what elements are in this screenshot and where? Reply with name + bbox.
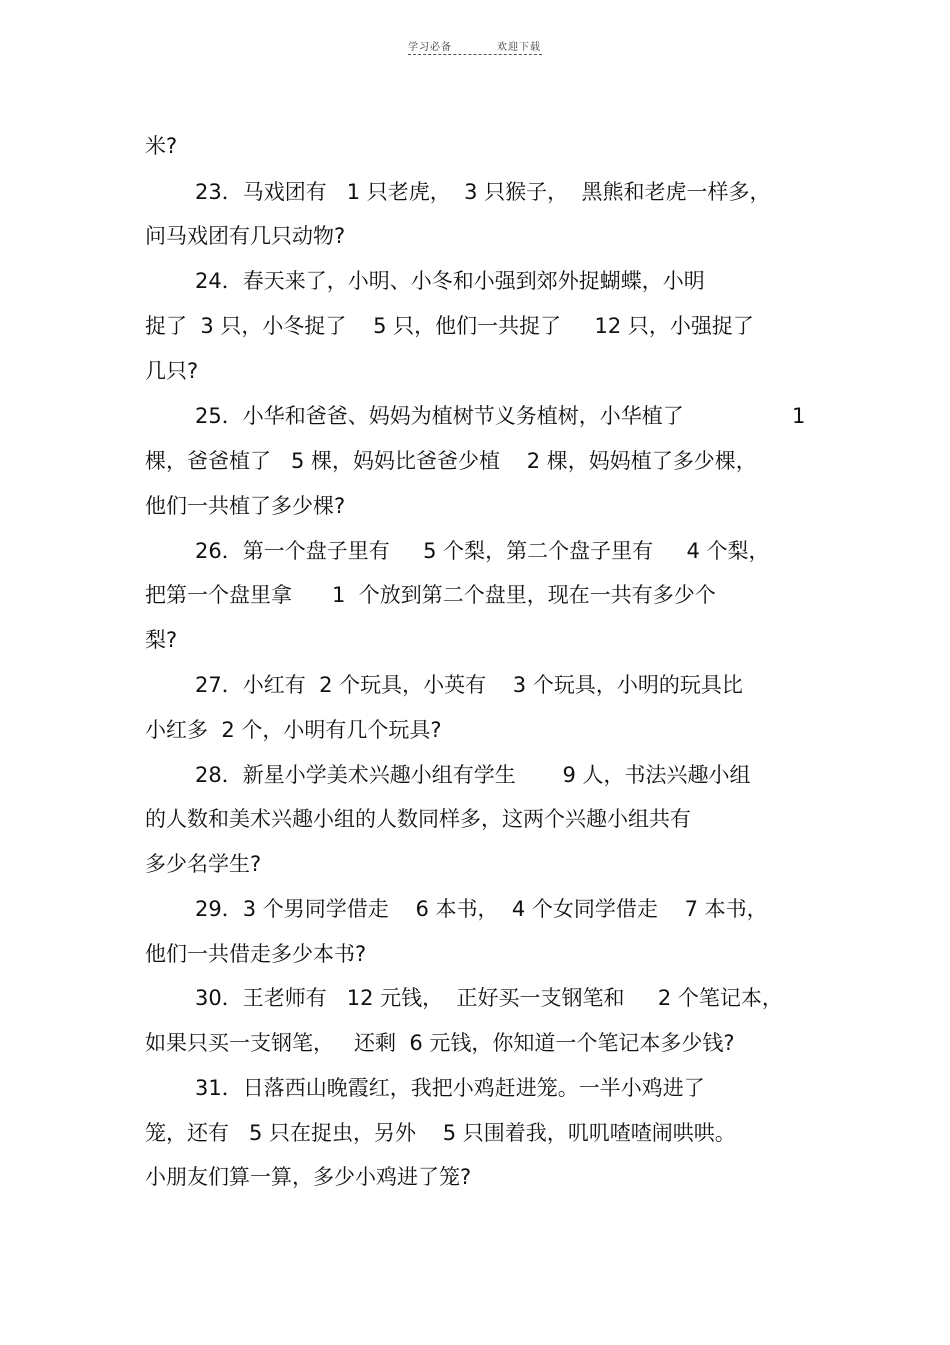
problem-31-line-1: 31．日落西山晚霞红，我把小鸡赶进笼。一半小鸡进了 (195, 1076, 705, 1100)
problem-28-line-3: 多少名学生? (145, 852, 262, 876)
page-header (0, 38, 950, 62)
problem-29-line-2: 他们一共借走多少本书? (145, 942, 367, 966)
problem-24-line-1: 24．春天来了，小明、小冬和小强到郊外捉蝴蝶，小明 (195, 269, 705, 293)
problem-30-line-2: 如果只买一支钢笔， 还剩 6 元钱，你知道一个笔记本多少钱? (145, 1031, 735, 1055)
problem-25-line-2: 棵，爸爸植了 5 棵，妈妈比爸爸少植 2 棵，妈妈植了多少棵， (145, 449, 757, 473)
problem-27-line-2: 小红多 2 个，小明有几个玩具? (145, 718, 442, 742)
problem-29-line-1: 29．3 个男同学借走 6 本书， 4 个女同学借走 7 本书， (195, 897, 768, 921)
header-dashed-rule (408, 54, 542, 55)
problem-24-line-3: 几只? (145, 359, 199, 383)
problem-24-line-2: 捉了 3 只，小冬捉了 5 只，他们一共捉了 12 只，小强捉了 (145, 314, 754, 338)
problem-28-line-1: 28．新星小学美术兴趣小组有学生 9 人，书法兴趣小组 (195, 763, 751, 787)
problem-27-line-1: 27．小红有 2 个玩具，小英有 3 个玩具，小明的玩具比 (195, 673, 743, 697)
text-line: 米? (145, 134, 178, 158)
problem-25-line-3: 他们一共植了多少棵? (145, 494, 346, 518)
problem-23-line-2: 问马戏团有几只动物? (145, 224, 346, 248)
problem-31-line-2: 笼，还有 5 只在捉虫，另外 5 只围着我，叽叽喳喳闹哄哄。 (145, 1121, 736, 1145)
problem-28-line-2: 的人数和美术兴趣小组的人数同样多，这两个兴趣小组共有 (145, 807, 691, 831)
problem-31-line-3: 小朋友们算一算，多少小鸡进了笼? (145, 1165, 472, 1189)
problem-25-line-1: 25．小华和爸爸、妈妈为植树节义务植树，小华植了 (195, 404, 684, 428)
problem-26-line-1: 26．第一个盘子里有 5 个梨，第二个盘子里有 4 个梨， (195, 539, 770, 563)
problem-30-line-1: 30．王老师有 12 元钱， 正好买一支钢笔和 2 个笔记本， (195, 986, 783, 1010)
header-right-text: 欢迎下载 (497, 42, 541, 53)
header-left-text: 学习必备 (408, 42, 452, 53)
problem-25-line-1-number: 1 (792, 404, 806, 428)
problem-26-line-3: 梨? (145, 628, 178, 652)
problem-23-line-1: 23．马戏团有 1 只老虎， 3 只猴子， 黑熊和老虎一样多， (195, 180, 771, 204)
problem-26-line-2: 把第一个盘里拿 1 个放到第二个盘里，现在一共有多少个 (145, 583, 716, 607)
